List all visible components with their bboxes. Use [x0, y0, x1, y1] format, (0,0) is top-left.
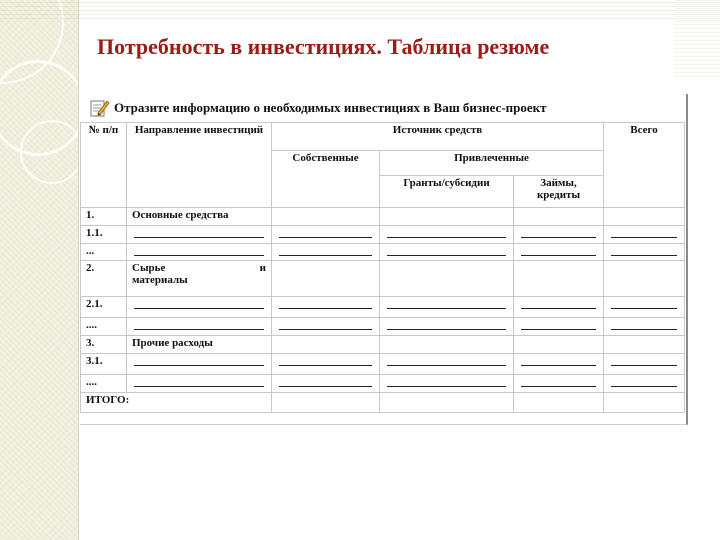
direction-blank[interactable] — [127, 318, 272, 336]
total-cell[interactable] — [604, 336, 685, 354]
total-blank[interactable] — [604, 226, 685, 244]
row-num: .... — [81, 318, 127, 336]
direction-blank[interactable] — [127, 354, 272, 375]
table-row — [81, 297, 685, 318]
grants-blank[interactable] — [380, 375, 514, 393]
header-total: Всего — [604, 123, 685, 208]
decorative-circle — [20, 120, 79, 184]
own-cell[interactable] — [272, 208, 380, 226]
table-row — [81, 244, 685, 261]
loans-cell[interactable] — [514, 336, 604, 354]
table-row — [81, 336, 685, 354]
total-blank[interactable] — [604, 354, 685, 375]
row-num: 3.1. — [81, 354, 127, 375]
loans-blank[interactable] — [514, 375, 604, 393]
header-source: Источник средств — [272, 123, 604, 151]
row-num: 2. — [81, 261, 127, 297]
investment-summary-table — [80, 122, 685, 413]
row-label — [127, 261, 272, 297]
grants-cell[interactable] — [380, 336, 514, 354]
decorative-side-band — [0, 0, 79, 540]
investment-form — [80, 94, 688, 425]
own-blank[interactable] — [272, 244, 380, 261]
grand-total-cell[interactable] — [604, 393, 685, 413]
row-num: 3. — [81, 336, 127, 354]
own-blank[interactable] — [272, 354, 380, 375]
total-row — [81, 393, 685, 413]
row-label-part: Сырье — [132, 262, 166, 274]
header-loans: Займы, кредиты — [514, 176, 604, 208]
grants-blank[interactable] — [380, 226, 514, 244]
grants-blank[interactable] — [380, 318, 514, 336]
loans-blank[interactable] — [514, 244, 604, 261]
own-total-cell[interactable] — [272, 393, 380, 413]
header-direction: Направление инвестиций — [127, 123, 272, 208]
own-cell[interactable] — [272, 336, 380, 354]
own-blank[interactable] — [272, 375, 380, 393]
table-row — [81, 261, 685, 297]
direction-blank[interactable] — [127, 297, 272, 318]
row-label: Прочие расходы — [127, 336, 272, 354]
table-row — [81, 208, 685, 226]
total-blank[interactable] — [604, 244, 685, 261]
total-cell[interactable] — [604, 261, 685, 297]
loans-blank[interactable] — [514, 297, 604, 318]
table-row — [81, 226, 685, 244]
row-num: 1.1. — [81, 226, 127, 244]
form-heading-text: Отразите информацию о необходимых инвестициях в Ваш бизнес-проект — [114, 100, 547, 115]
row-num: ... — [81, 244, 127, 261]
row-num: .... — [81, 375, 127, 393]
own-blank[interactable] — [272, 297, 380, 318]
decorative-top-lines — [0, 0, 720, 22]
own-blank[interactable] — [272, 226, 380, 244]
row-num: 1. — [81, 208, 127, 226]
own-blank[interactable] — [272, 318, 380, 336]
grants-cell[interactable] — [380, 261, 514, 297]
header-own: Собственные — [272, 151, 380, 208]
total-blank[interactable] — [604, 318, 685, 336]
form-heading — [90, 98, 547, 118]
direction-blank[interactable] — [127, 375, 272, 393]
grants-total-cell[interactable] — [380, 393, 514, 413]
loans-blank[interactable] — [514, 226, 604, 244]
row-label: Основные средства — [127, 208, 272, 226]
total-blank[interactable] — [604, 375, 685, 393]
loans-blank[interactable] — [514, 318, 604, 336]
table-row — [81, 318, 685, 336]
loans-blank[interactable] — [514, 354, 604, 375]
loans-cell[interactable] — [514, 208, 604, 226]
loans-cell[interactable] — [514, 261, 604, 297]
header-num: № п/п — [81, 123, 127, 208]
grants-blank[interactable] — [380, 354, 514, 375]
header-grants: Гранты/субсидии — [380, 176, 514, 208]
direction-blank[interactable] — [127, 244, 272, 261]
table-row — [81, 354, 685, 375]
row-num: 2.1. — [81, 297, 127, 318]
pencil-edit-icon — [90, 98, 110, 118]
slide-title: Потребность в инвестициях. Таблица резюме — [97, 34, 550, 59]
table-row — [81, 375, 685, 393]
row-label-part: материалы — [132, 274, 188, 286]
total-cell[interactable] — [604, 208, 685, 226]
grants-cell[interactable] — [380, 208, 514, 226]
grants-blank[interactable] — [380, 244, 514, 261]
total-label: ИТОГО: — [81, 393, 272, 413]
own-cell[interactable] — [272, 261, 380, 297]
loans-total-cell[interactable] — [514, 393, 604, 413]
total-blank[interactable] — [604, 297, 685, 318]
row-label-part: и — [259, 262, 266, 274]
table-header-row — [81, 123, 685, 151]
header-attracted: Привлеченные — [380, 151, 604, 176]
grants-blank[interactable] — [380, 297, 514, 318]
direction-blank[interactable] — [127, 226, 272, 244]
